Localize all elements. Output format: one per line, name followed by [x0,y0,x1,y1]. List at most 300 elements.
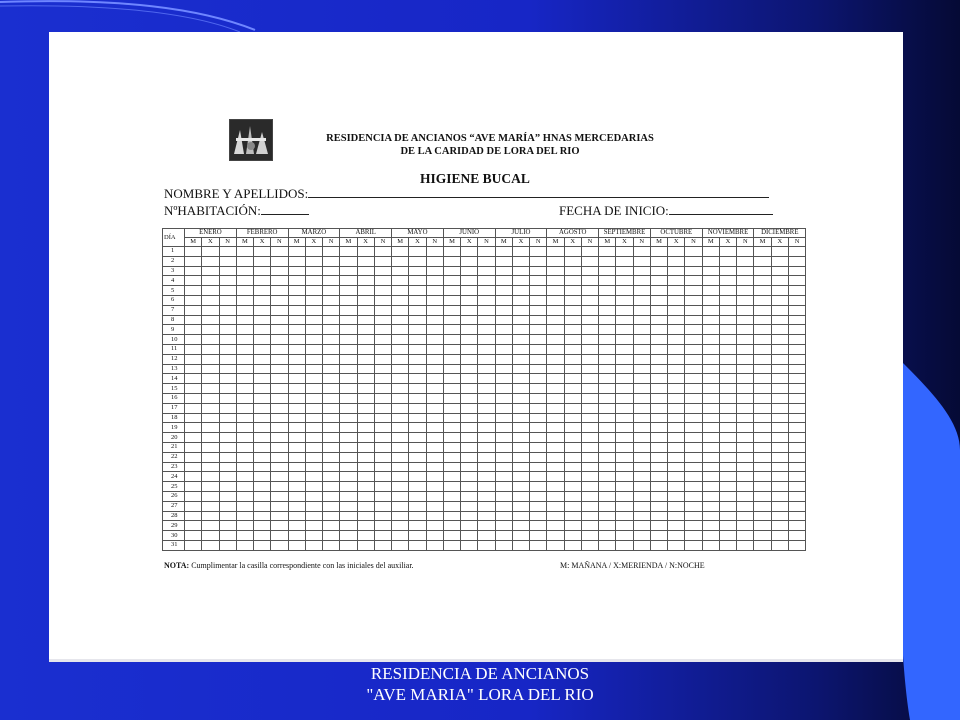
initials-cell [357,384,374,394]
initials-cell [236,540,253,550]
initials-cell [702,472,719,482]
initials-cell [737,442,754,452]
day-number: 29 [163,521,185,531]
initials-cell [392,393,409,403]
initials-cell [702,256,719,266]
table-row [163,531,806,541]
initials-cell [202,315,219,325]
initials-cell [478,364,495,374]
initials-cell [236,462,253,472]
initials-cell [202,433,219,443]
initials-cell [668,531,685,541]
initials-cell [323,540,340,550]
initials-cell [461,384,478,394]
initials-cell [236,472,253,482]
initials-cell [443,247,460,257]
initials-cell [754,413,771,423]
initials-cell [288,374,305,384]
initials-cell [650,374,667,384]
initials-cell [668,305,685,315]
initials-cell [185,305,202,315]
initials-cell [392,433,409,443]
initials-cell [219,276,236,286]
initials-cell [547,393,564,403]
initials-cell [409,413,426,423]
initials-cell [564,335,581,345]
initials-cell [564,374,581,384]
initials-cell [788,531,805,541]
initials-cell [219,364,236,374]
month-header: AGOSTO [547,229,599,238]
initials-cell [443,295,460,305]
residence-name-line2: DE LA CARIDAD DE LORA DEL RIO [400,146,580,157]
initials-cell [254,501,271,511]
initials-cell [305,384,322,394]
initials-cell [374,354,391,364]
initials-cell [392,354,409,364]
initials-cell [288,511,305,521]
initials-cell [461,295,478,305]
residence-logo-icon [229,119,273,161]
initials-cell [616,256,633,266]
initials-cell [288,521,305,531]
initials-cell [461,472,478,482]
initials-cell [409,374,426,384]
initials-cell [202,374,219,384]
initials-cell [392,247,409,257]
initials-cell [650,491,667,501]
initials-cell [737,462,754,472]
initials-cell [426,374,443,384]
initials-cell [512,295,529,305]
initials-cell [426,442,443,452]
initials-cell [754,482,771,492]
initials-cell [323,393,340,403]
shift-header: M [702,238,719,247]
initials-cell [564,247,581,257]
initials-cell [323,423,340,433]
initials-cell [564,491,581,501]
initials-cell [392,521,409,531]
initials-cell [409,403,426,413]
initials-cell [788,423,805,433]
initials-cell [340,403,357,413]
initials-cell [219,452,236,462]
table-row [163,393,806,403]
initials-cell [271,462,288,472]
initials-cell [409,256,426,266]
initials-cell [271,335,288,345]
table-row [163,354,806,364]
initials-cell [719,325,736,335]
initials-cell [650,511,667,521]
day-number: 31 [163,540,185,550]
initials-cell [599,354,616,364]
initials-cell [392,374,409,384]
initials-cell [771,335,788,345]
initials-cell [426,335,443,345]
table-row [163,344,806,354]
day-number: 15 [163,384,185,394]
initials-cell [288,344,305,354]
name-field [164,186,769,202]
initials-cell [581,384,598,394]
initials-cell [426,384,443,394]
initials-cell [219,256,236,266]
initials-cell [357,511,374,521]
initials-cell [254,452,271,462]
initials-cell [185,256,202,266]
initials-cell [754,325,771,335]
initials-cell [788,472,805,482]
initials-cell [461,354,478,364]
initials-cell [702,442,719,452]
initials-cell [288,501,305,511]
initials-cell [788,501,805,511]
shift-header: X [616,238,633,247]
initials-cell [581,413,598,423]
table-row [163,413,806,423]
initials-cell [392,531,409,541]
initials-cell [323,511,340,521]
initials-cell [650,531,667,541]
initials-cell [719,433,736,443]
initials-cell [668,286,685,296]
initials-cell [254,354,271,364]
initials-cell [685,335,702,345]
day-number: 2 [163,256,185,266]
day-number: 17 [163,403,185,413]
initials-cell [668,325,685,335]
initials-cell [737,276,754,286]
initials-cell [305,540,322,550]
initials-cell [737,433,754,443]
initials-cell [737,540,754,550]
initials-cell [564,325,581,335]
initials-cell [754,286,771,296]
initials-cell [633,325,650,335]
initials-cell [702,325,719,335]
initials-cell [357,393,374,403]
initials-cell [392,462,409,472]
initials-cell [599,286,616,296]
initials-cell [702,276,719,286]
initials-cell [426,403,443,413]
initials-cell [185,335,202,345]
initials-cell [685,276,702,286]
initials-cell [236,325,253,335]
initials-cell [409,423,426,433]
initials-cell [443,364,460,374]
initials-cell [788,433,805,443]
page-divider [49,659,903,662]
initials-cell [443,521,460,531]
initials-cell [754,335,771,345]
initials-cell [633,384,650,394]
initials-cell [719,393,736,403]
initials-cell [443,462,460,472]
initials-cell [426,433,443,443]
initials-cell [185,433,202,443]
initials-cell [219,266,236,276]
initials-cell [236,364,253,374]
initials-cell [616,491,633,501]
shift-header: X [305,238,322,247]
initials-cell [650,462,667,472]
initials-cell [702,344,719,354]
initials-cell [478,491,495,501]
initials-cell [271,384,288,394]
initials-cell [581,315,598,325]
initials-cell [530,393,547,403]
initials-cell [426,344,443,354]
initials-cell [340,511,357,521]
initials-cell [633,247,650,257]
initials-cell [219,295,236,305]
initials-cell [685,305,702,315]
initials-cell [616,247,633,257]
initials-cell [668,462,685,472]
month-header: OCTUBRE [650,229,702,238]
initials-cell [530,511,547,521]
initials-cell [185,286,202,296]
initials-cell [633,393,650,403]
initials-cell [219,305,236,315]
room-field [164,203,309,219]
initials-cell [564,344,581,354]
initials-cell [236,482,253,492]
initials-cell [737,364,754,374]
initials-cell [495,403,512,413]
initials-cell [633,374,650,384]
initials-cell [771,256,788,266]
initials-cell [409,491,426,501]
initials-cell [547,276,564,286]
initials-cell [392,344,409,354]
initials-cell [461,276,478,286]
initials-cell [788,403,805,413]
initials-cell [512,384,529,394]
initials-cell [305,393,322,403]
initials-cell [461,482,478,492]
initials-cell [564,531,581,541]
shift-header: M [650,238,667,247]
initials-cell [495,501,512,511]
initials-cell [512,266,529,276]
initials-cell [530,384,547,394]
initials-cell [737,393,754,403]
initials-cell [340,482,357,492]
initials-cell [426,364,443,374]
initials-cell [564,472,581,482]
initials-cell [771,364,788,374]
initials-cell [305,433,322,443]
footer-line1: RESIDENCIA DE ANCIANOS [370,664,590,683]
note-label: NOTA: [164,561,190,570]
initials-cell [702,501,719,511]
initials-cell [392,384,409,394]
initials-cell [599,521,616,531]
initials-cell [685,501,702,511]
day-column-header: DÍA [163,229,185,247]
initials-cell [719,482,736,492]
initials-cell [478,452,495,462]
initials-cell [702,433,719,443]
initials-cell [374,305,391,315]
initials-cell [202,256,219,266]
day-number: 3 [163,266,185,276]
initials-cell [719,374,736,384]
initials-cell [719,364,736,374]
initials-cell [271,413,288,423]
initials-cell [581,325,598,335]
initials-cell [305,335,322,345]
initials-cell [288,256,305,266]
initials-cell [323,305,340,315]
note [164,561,414,570]
day-number: 9 [163,325,185,335]
initials-cell [254,433,271,443]
initials-cell [323,384,340,394]
initials-cell [616,354,633,364]
initials-cell [185,413,202,423]
initials-cell [668,540,685,550]
initials-cell [409,531,426,541]
initials-cell [219,433,236,443]
initials-cell [754,521,771,531]
initials-cell [512,315,529,325]
initials-cell [495,384,512,394]
initials-cell [478,501,495,511]
initials-cell [581,540,598,550]
shift-header: N [323,238,340,247]
initials-cell [633,305,650,315]
initials-cell [374,472,391,482]
initials-cell [685,315,702,325]
initials-cell [254,491,271,501]
initials-cell [530,540,547,550]
day-number: 24 [163,472,185,482]
initials-cell [323,286,340,296]
day-number: 21 [163,442,185,452]
initials-cell [650,344,667,354]
initials-cell [668,335,685,345]
table-row [163,482,806,492]
initials-cell [788,482,805,492]
initials-cell [305,266,322,276]
shift-header: N [633,238,650,247]
initials-cell [650,266,667,276]
initials-cell [547,364,564,374]
initials-cell [512,521,529,531]
initials-cell [564,364,581,374]
initials-cell [547,247,564,257]
initials-cell [185,472,202,482]
initials-cell [392,491,409,501]
initials-cell [392,364,409,374]
initials-cell [702,315,719,325]
initials-cell [219,247,236,257]
initials-cell [495,305,512,315]
initials-cell [530,501,547,511]
initials-cell [564,305,581,315]
initials-cell [219,423,236,433]
initials-cell [650,315,667,325]
initials-cell [530,433,547,443]
initials-cell [719,247,736,257]
initials-cell [288,423,305,433]
initials-cell [530,413,547,423]
initials-cell [788,511,805,521]
initials-cell [219,540,236,550]
initials-cell [288,315,305,325]
initials-cell [771,540,788,550]
initials-cell [668,295,685,305]
initials-cell [564,442,581,452]
initials-cell [616,521,633,531]
initials-cell [443,374,460,384]
initials-cell [495,491,512,501]
initials-cell [633,482,650,492]
initials-cell [357,266,374,276]
initials-cell [323,452,340,462]
initials-cell [202,511,219,521]
initials-cell [754,423,771,433]
initials-cell [771,452,788,462]
initials-cell [461,305,478,315]
initials-cell [185,442,202,452]
initials-cell [236,256,253,266]
initials-cell [650,256,667,266]
hygiene-table [162,228,806,551]
document-title: HIGIENE BUCAL [420,171,530,186]
initials-cell [219,374,236,384]
initials-cell [581,266,598,276]
initials-cell [236,276,253,286]
initials-cell [633,286,650,296]
table-row [163,374,806,384]
initials-cell [685,384,702,394]
initials-cell [512,531,529,541]
initials-cell [340,256,357,266]
initials-cell [357,295,374,305]
shift-header: M [185,238,202,247]
initials-cell [754,462,771,472]
start-date-blank-line [669,203,773,215]
initials-cell [185,521,202,531]
initials-cell [461,511,478,521]
initials-cell [650,286,667,296]
initials-cell [599,491,616,501]
initials-cell [374,491,391,501]
initials-cell [409,354,426,364]
initials-cell [564,256,581,266]
initials-cell [530,521,547,531]
initials-cell [668,393,685,403]
initials-cell [185,295,202,305]
initials-cell [581,295,598,305]
initials-cell [185,531,202,541]
initials-cell [547,305,564,315]
initials-cell [443,325,460,335]
initials-cell [271,276,288,286]
initials-cell [581,364,598,374]
initials-cell [185,384,202,394]
initials-cell [737,305,754,315]
initials-cell [788,295,805,305]
table-row [163,501,806,511]
initials-cell [788,462,805,472]
